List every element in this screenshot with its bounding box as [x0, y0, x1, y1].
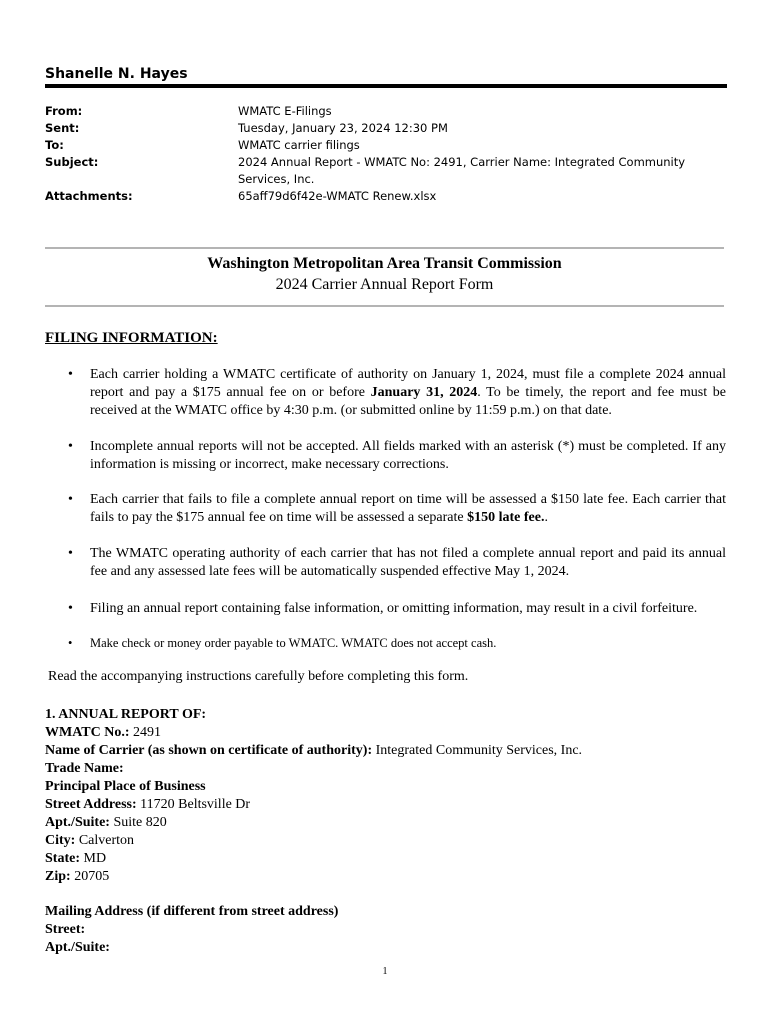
bullet-icon: • — [68, 367, 73, 382]
filing-bullet — [68, 600, 726, 636]
mailing-apt-suite-field: Apt./Suite: — [45, 940, 110, 955]
bullet-text: Incomplete annual reports will not be accepted. All fields marked with an asterisk (*) must be completed. If any information is missing or incorrect, make necessary corrections. — [90, 439, 726, 472]
state-field: State: MD — [45, 851, 107, 866]
bullet-icon: • — [68, 492, 73, 507]
sent-value: Tuesday, January 23, 2024 12:30 PM — [238, 121, 448, 135]
city-field: City: Calverton — [45, 833, 135, 848]
trade-name-field: Trade Name: — [45, 761, 124, 776]
zip-field: Zip: 20705 — [45, 869, 110, 884]
bullet-text: The WMATC operating authority of each carrier that has not filed a complete annual report and paid its annual fee and any assessed late fees will be automatically suspended effective May 1, 2024. — [90, 546, 726, 579]
filing-information-heading: FILING INFORMATION: — [45, 330, 218, 346]
mailing-address-heading: Mailing Address (if different from street address) — [45, 904, 339, 919]
attachments-label: Attachments: — [45, 189, 133, 203]
from-value: WMATC E-Filings — [238, 104, 332, 118]
from-label: From: — [45, 104, 83, 118]
subject-label: Subject: — [45, 155, 99, 169]
bullet-text: Make check or money order payable to WMATC. WMATC does not accept cash. — [90, 636, 497, 650]
filing-bullet — [68, 491, 726, 527]
mailing-street-field: Street: — [45, 922, 86, 937]
attachment-file-link[interactable]: 65aff79d6f42e-WMATC Renew.xlsx — [238, 189, 437, 203]
bullet-icon: • — [68, 439, 73, 454]
bullet-text: Each carrier that fails to file a complete annual report on time will be assessed a $150 late fee. Each carrier that fails to pay the $175 annual fee on time will be assessed a separate $150 late fee.. — [90, 492, 726, 525]
bullet-text: Each carrier holding a WMATC certificate of authority on January 1, 2024, must file a complete 2024 annual report and pay a $175 annual fee on or before January 31, 2024. To be timely, the report and fee must be received at the WMATC office by 4:30 p.m. (or submitted online by 11:59 p.m.) on that date. — [90, 367, 726, 418]
apt-suite-field: Apt./Suite: Suite 820 — [45, 815, 167, 830]
principal-place-heading: Principal Place of Business — [45, 779, 206, 794]
street-address-field: Street Address: 11720 Beltsville Dr — [45, 797, 251, 812]
carrier-name-field: Name of Carrier (as shown on certificate of authority): Integrated Community Services, Inc. — [45, 743, 583, 758]
to-value: WMATC carrier filings — [238, 138, 360, 152]
wmatc-number-field: WMATC No.: 2491 — [45, 725, 162, 740]
annual-report-heading: 1. ANNUAL REPORT OF: — [45, 707, 207, 722]
bullet-icon: • — [68, 546, 73, 561]
page-number: 1 — [382, 966, 388, 977]
sent-label: Sent: — [45, 121, 80, 135]
sender-divider — [45, 84, 727, 88]
filing-bullet — [68, 634, 726, 652]
sender-name: Shanelle N. Hayes — [45, 66, 188, 82]
filing-bullet — [68, 438, 726, 474]
title-bottom-rule — [45, 305, 724, 307]
bullet-text: Filing an annual report containing false information, or omitting information, may result in a civil forfeiture. — [90, 601, 698, 616]
bullet-icon: • — [68, 601, 73, 616]
to-label: To: — [45, 138, 64, 152]
form-subtitle: 2024 Carrier Annual Report Form — [275, 276, 494, 293]
form-title: Washington Metropolitan Area Transit Commission — [207, 255, 562, 272]
instructions-note: Read the accompanying instructions carefully before completing this form. — [48, 669, 469, 684]
filing-bullet — [68, 545, 726, 581]
bullet-icon: • — [68, 636, 73, 650]
email-header — [45, 103, 735, 205]
subject-value: 2024 Annual Report - WMATC No: 2491, Carrier Name: Integrated Community Services, Inc. — [238, 155, 686, 186]
filing-bullet — [68, 366, 726, 420]
title-top-rule — [45, 247, 724, 249]
